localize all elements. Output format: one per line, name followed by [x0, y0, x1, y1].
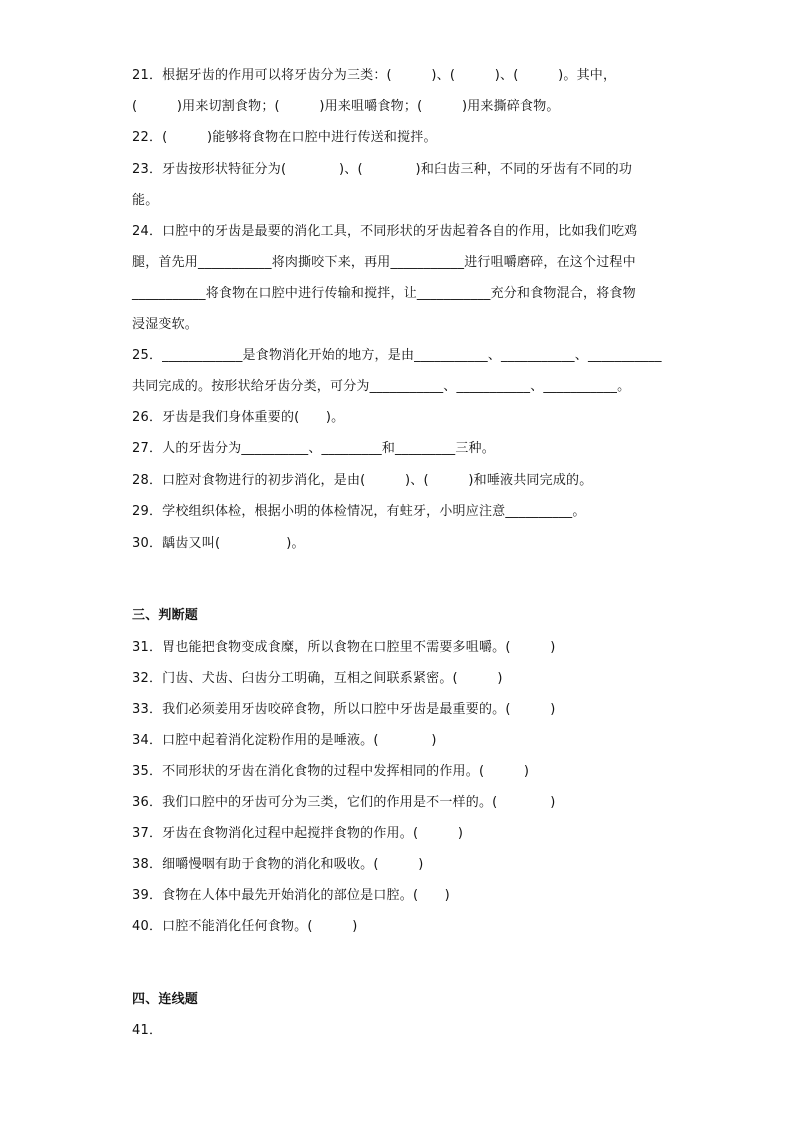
question-34: 34．口腔中起着消化淀粉作用的是唾液。( ): [132, 733, 437, 748]
question-40: 40．口腔不能消化任何食物。( ): [132, 919, 358, 934]
question-25-line-2: 共同完成的。按形状给牙齿分类，可分为___________、___________、___________。: [132, 379, 631, 394]
question-36: 36．我们口腔中的牙齿可分为三类，它们的作用是不一样的。( ): [132, 795, 556, 810]
question-23-line-1: 23．牙齿按形状特征分为( )、( )和臼齿三种，不同的牙齿有不同的功: [132, 162, 633, 177]
question-21-line-2: ( )用来切割食物；( )用来咀嚼食物；( )用来撕碎食物。: [132, 99, 560, 114]
section-heading-matching: 四、连线题: [132, 992, 199, 1007]
question-37: 37．牙齿在食物消化过程中起搅拌食物的作用。( ): [132, 826, 464, 841]
question-41: 41．: [132, 1023, 163, 1038]
question-21-line-1: 21．根据牙齿的作用可以将牙齿分为三类：( )、( )、( )。其中，: [132, 68, 617, 83]
question-24-line-3: ___________将食物在口腔中进行传输和搅拌，让___________充分和食物混合，将食物: [132, 286, 636, 301]
question-31: 31．胃也能把食物变成食糜，所以食物在口腔里不需要多咀嚼。( ): [132, 640, 556, 655]
question-38: 38．细嚼慢咽有助于食物的消化和吸收。( ): [132, 857, 424, 872]
question-24-line-1: 24．口腔中的牙齿是最要的消化工具，不同形状的牙齿起着各自的作用，比如我们吃鸡: [132, 224, 638, 239]
question-27: 27．人的牙齿分为__________、_________和_________三种。: [132, 441, 495, 456]
section-heading-true-false: 三、判断题: [132, 608, 199, 623]
question-24-line-4: 浸湿变软。: [132, 317, 199, 332]
question-25-line-1: 25．____________是食物消化开始的地方，是由___________、___________、___________: [132, 348, 662, 363]
question-26: 26．牙齿是我们身体重要的( )。: [132, 410, 345, 425]
question-24-line-2: 腿，首先用___________将肉撕咬下来，再用___________进行咀嚼磨碎，在这个过程中: [132, 255, 636, 270]
question-33: 33．我们必须姜用牙齿咬碎食物，所以口腔中牙齿是最重要的。( ): [132, 702, 556, 717]
question-39: 39．食物在人体中最先开始消化的部位是口腔。( ): [132, 888, 450, 903]
question-30: 30．龋齿又叫( )。: [132, 536, 305, 551]
question-35: 35．不同形状的牙齿在消化食物的过程中发挥相同的作用。( ): [132, 764, 530, 779]
question-23-line-2: 能。: [132, 193, 159, 208]
question-29: 29．学校组织体检，根据小明的体检情况，有蛀牙，小明应注意__________。: [132, 504, 586, 519]
question-28: 28．口腔对食物进行的初步消化，是由( )、( )和唾液共同完成的。: [132, 473, 593, 488]
question-22: 22．( )能够将食物在口腔中进行传送和搅拌。: [132, 130, 437, 145]
question-32: 32．门齿、犬齿、臼齿分工明确，互相之间联系紧密。( ): [132, 671, 503, 686]
